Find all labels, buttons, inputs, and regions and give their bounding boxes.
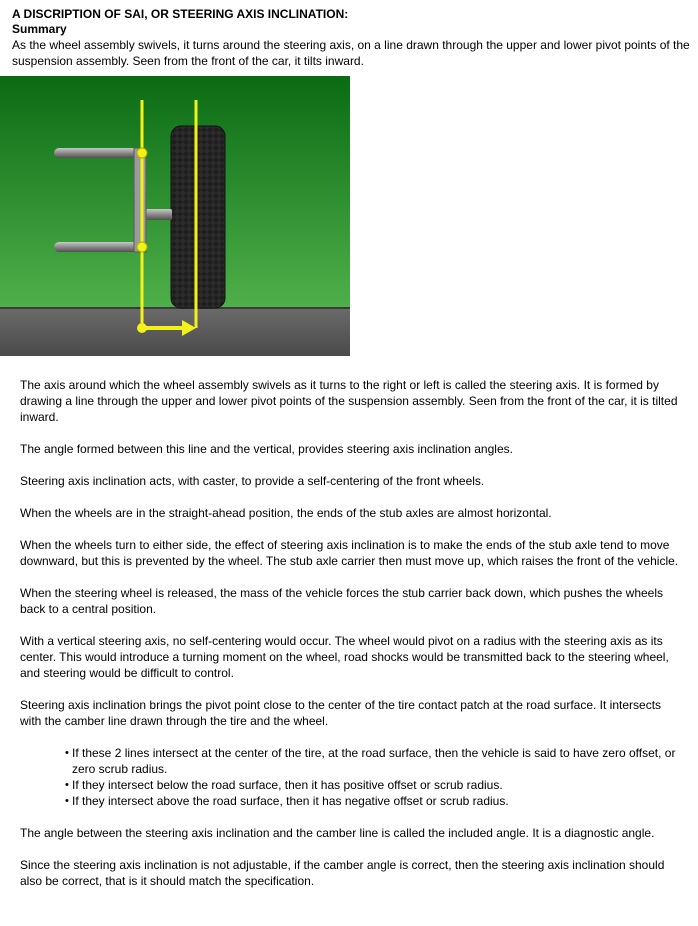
upper-control-arm	[54, 148, 144, 158]
document-header	[12, 6, 692, 69]
stub-axle-carrier	[134, 148, 146, 252]
upper-pivot-point	[137, 148, 147, 158]
paragraph: Steering axis inclination acts, with caster, to provide a self-centering of the front wheels.	[20, 474, 485, 488]
document-body	[20, 377, 680, 905]
paragraph: When the steering wheel is released, the mass of the vehicle forces the stub carrier back down, which pushes the wheels back to a central position.	[20, 586, 664, 616]
sai-illustration	[0, 76, 350, 356]
paragraph: Steering axis inclination brings the pivot point close to the center of the tire contact patch at the road surface. It intersects with the camber line drawn through the tire and the wheel.	[20, 698, 662, 728]
list-item: • If they intersect below the road surface, then it has positive offset or scrub radius.	[66, 777, 680, 793]
paragraph: The angle between the steering axis inclination and the camber line is called the included angle. It is a diagnostic angle.	[20, 826, 655, 840]
list-item: • If they intersect above the road surface, then it has negative offset or scrub radius.	[66, 793, 680, 809]
stub-axle	[146, 209, 172, 220]
list-item: • If these 2 lines intersect at the center of the tire, at the road surface, then the vehicle is said to have zero offset, or zero scrub radius.	[66, 745, 680, 777]
paragraph: With a vertical steering axis, no self-centering would occur. The wheel would pivot on a radius with the steering axis as its center. This would introduce a turning moment on the wheel, road shocks would be transmitted back to the steering wheel, and steering would be difficult to control.	[20, 634, 669, 680]
paragraph: When the wheels are in the straight-ahead position, the ends of the stub axles are almost horizontal.	[20, 506, 552, 520]
paragraph: The axis around which the wheel assembly swivels as it turns to the right or left is called the steering axis. It is formed by drawing a line through the upper and lower pivot points of the suspension assembly. Seen from the front of the car, it is tilted inward.	[20, 378, 678, 424]
offset-bullet-list	[20, 745, 680, 809]
summary-text: As the wheel assembly swivels, it turns around the steering axis, on a line drawn through the upper and lower pivot points of the suspension assembly. Seen from the front of the car, it tilts inward.	[12, 38, 690, 68]
document-title: A DISCRIPTION OF SAI, OR STEERING AXIS INCLINATION:	[12, 7, 349, 21]
summary-heading: Summary	[12, 22, 67, 36]
road-surface	[0, 308, 350, 356]
paragraph: Since the steering axis inclination is not adjustable, if the camber angle is correct, then the steering axis inclination should also be correct, that is it should match the specification.	[20, 858, 665, 888]
tire	[171, 126, 225, 308]
lower-control-arm	[54, 242, 144, 252]
paragraph: The angle formed between this line and the vertical, provides steering axis inclination angles.	[20, 442, 513, 456]
sai-diagram	[0, 76, 350, 356]
paragraph: When the wheels turn to either side, the effect of steering axis inclination is to make the ends of the stub axle tend to move downward, but this is prevented by the wheel. The stub axle carrier then must move up, which raises the front of the vehicle.	[20, 538, 679, 568]
lower-pivot-point	[137, 242, 147, 252]
